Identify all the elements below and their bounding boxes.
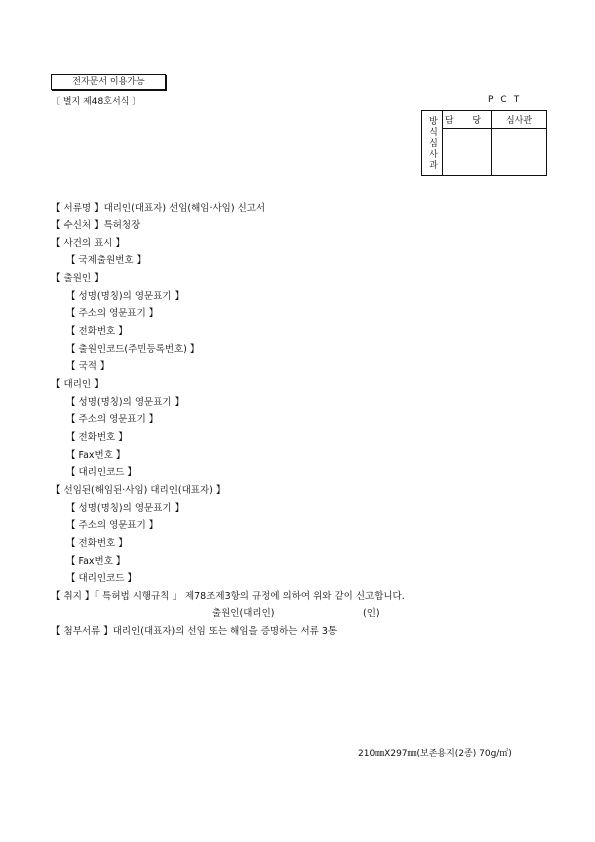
approval-vertical-header: 방식심사과 (422, 111, 443, 176)
signature-applicant: 출원인(대리인) (212, 608, 275, 619)
purpose-line: 【 취지 】「 특허법 시행규칙 」 제78조제3항의 규정에 의하여 위와 같이 신고합니다. (51, 591, 405, 602)
approval-staff-cell (443, 129, 492, 176)
applicant-nationality-line: 【 국적 】 (66, 361, 110, 372)
recipient-line: 【 수신처 】특허청장 (51, 220, 141, 231)
approval-col-examiner: 심사관 (492, 111, 547, 129)
applicant-phone-line: 【 전화번호 】 (66, 326, 128, 337)
electronic-document-badge: 전자문서 이용가능 (51, 74, 166, 90)
approval-col-staff: 담 당 (443, 111, 492, 129)
appointed-phone-line: 【 전화번호 】 (66, 538, 128, 549)
signature-seal: (인) (363, 608, 380, 619)
paper-spec: 210㎜X297㎜(보존용지(2종) 70g/㎡) (358, 749, 512, 759)
approval-examiner-cell (492, 129, 547, 176)
approval-box (421, 110, 547, 176)
appointed-address-english-line: 【 주소의 영문표기 】 (66, 520, 159, 531)
applicant-name-english-line: 【 성명(명칭)의 영문표기 】 (66, 291, 185, 302)
agent-fax-line: 【 Fax번호 】 (66, 450, 126, 461)
agent-name-english-line: 【 성명(명칭)의 영문표기 】 (66, 397, 185, 408)
agent-line: 【 대리인 】 (51, 379, 104, 390)
appointed-code-line: 【 대리인코드 】 (66, 573, 137, 584)
intl-application-number-line: 【 국제출원번호 】 (66, 255, 147, 266)
applicant-line: 【 출원인 】 (51, 273, 104, 284)
pct-label: PCT (488, 95, 527, 105)
applicant-address-english-line: 【 주소의 영문표기 】 (66, 308, 159, 319)
appointed-name-english-line: 【 성명(명칭)의 영문표기 】 (66, 503, 185, 514)
attachment-line: 【 첨부서류 】대리인(대표자)의 선임 또는 해임을 증명하는 서류 3통 (51, 626, 338, 637)
appointed-agent-line: 【 선임된(해임된·사임) 대리인(대표자) 】 (51, 485, 226, 496)
agent-phone-line: 【 전화번호 】 (66, 432, 128, 443)
appointed-fax-line: 【 Fax번호 】 (66, 556, 126, 567)
case-display-line: 【 사건의 표시 】 (51, 238, 125, 249)
form-number: 〔 별지 제48호서식 〕 (51, 97, 142, 107)
agent-address-english-line: 【 주소의 영문표기 】 (66, 414, 159, 425)
agent-code-line: 【 대리인코드 】 (66, 467, 137, 478)
applicant-code-line: 【 출원인코드(주민등록번호) 】 (66, 344, 200, 355)
doc-name-line: 【 서류명 】대리인(대표자) 선임(해임·사임) 신고서 (51, 203, 266, 214)
